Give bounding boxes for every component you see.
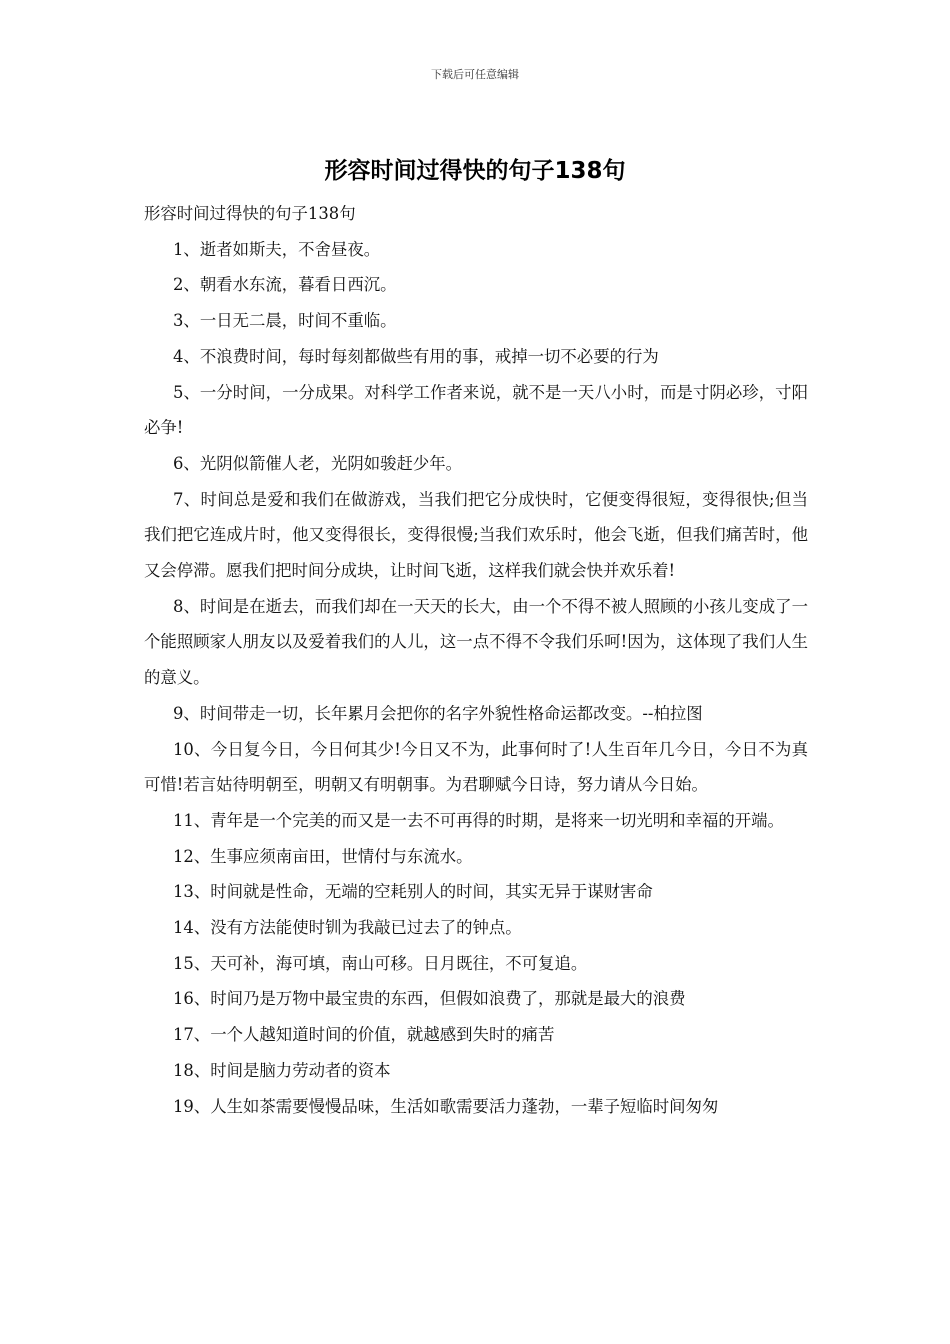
document-body bbox=[144, 196, 808, 1124]
list-item: 4、不浪费时间，每时每刻都做些有用的事，戒掉一切不必要的行为 bbox=[173, 346, 659, 366]
list-item: 10、今日复今日，今日何其少!今日又不为，此事何时了!人生百年几今日，今日不为真可惜!若言姑待明朝至，明朝又有明朝事。为君聊赋今日诗，努力请从今日始。 bbox=[144, 739, 808, 795]
list-item: 1、逝者如斯夫，不舍昼夜。 bbox=[173, 239, 381, 259]
header-note: 下载后可任意编辑 bbox=[431, 68, 519, 81]
list-item: 15、天可补，海可填，南山可移。日月既往，不可复追。 bbox=[173, 953, 588, 973]
list-item: 11、青年是一个完美的而又是一去不可再得的时期，是将来一切光明和幸福的开端。 bbox=[173, 810, 784, 830]
list-item: 18、时间是脑力劳动者的资本 bbox=[173, 1060, 391, 1080]
list-item: 7、时间总是爱和我们在做游戏，当我们把它分成快时，它便变得很短，变得很快;但当我们把它连成片时，他又变得很长，变得很慢;当我们欢乐时，他会飞逝，但我们痛苦时，他又会停滞。愿我们把时间分成块，让时间飞逝，这样我们就会快并欢乐着! bbox=[144, 489, 808, 581]
list-item: 12、生事应须南亩田，世情付与东流水。 bbox=[173, 846, 473, 866]
list-item: 17、一个人越知道时间的价值，就越感到失时的痛苦 bbox=[173, 1025, 555, 1045]
list-item: 14、没有方法能使时钏为我敲已过去了的钟点。 bbox=[173, 918, 522, 938]
list-item: 16、时间乃是万物中最宝贵的东西，但假如浪费了，那就是最大的浪费 bbox=[173, 989, 686, 1009]
list-item: 13、时间就是性命，无端的空耗别人的时间，其实无异于谋财害命 bbox=[173, 882, 653, 902]
list-item: 9、时间带走一切，长年累月会把你的名字外貌性格命运都改变。--柏拉图 bbox=[173, 703, 703, 723]
list-item: 3、一日无二晨，时间不重临。 bbox=[173, 311, 397, 331]
list-item: 6、光阴似箭催人老，光阴如骏赶少年。 bbox=[173, 453, 463, 473]
document-subtitle: 形容时间过得快的句子138句 bbox=[144, 204, 356, 223]
document-title: 形容时间过得快的句子138句 bbox=[324, 158, 626, 184]
list-item: 2、朝看水东流，暮看日西沉。 bbox=[173, 275, 397, 295]
list-item: 5、一分时间，一分成果。对科学工作者来说，就不是一天八小时，而是寸阴必珍，寸阳必争! bbox=[144, 382, 808, 438]
list-item: 8、时间是在逝去，而我们却在一天天的长大，由一个不得不被人照顾的小孩儿变成了一个能照顾家人朋友以及爱着我们的人儿，这一点不得不令我们乐呵!因为，这体现了我们人生的意义。 bbox=[144, 596, 808, 688]
list-item: 19、人生如茶需要慢慢品味，生活如歌需要活力蓬勃，一辈子短临时间匆匆 bbox=[173, 1096, 719, 1116]
